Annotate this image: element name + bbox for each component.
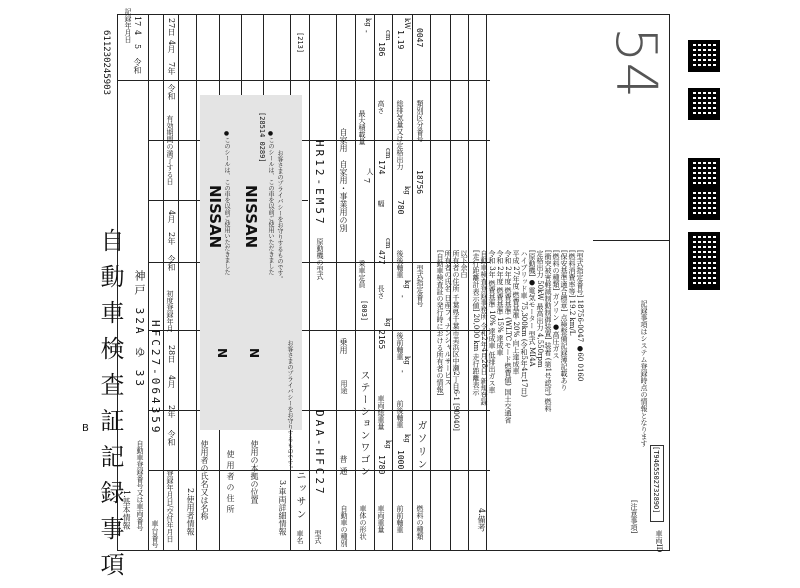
- sticker-brand: NISSAN: [206, 185, 224, 249]
- use-type-label: 自家用・事業用の別: [339, 160, 348, 232]
- section-user: 2.使用者情報: [186, 488, 195, 536]
- note-line: [保安基準適合標章] 点検整備記録簿記載あり: [560, 250, 568, 391]
- note-line: [衝突被害軽減制動制御装置] 装着 (第1号認可) 燃料: [544, 250, 552, 413]
- first-reg2-label: 初度登録年月: [166, 290, 174, 332]
- width-value: 174: [377, 160, 386, 175]
- qr-code-icon: [688, 40, 720, 72]
- capacity-label: 乗車定員: [358, 260, 366, 288]
- first-reg-label: 登録年月日/交付年月日: [166, 470, 174, 543]
- chassis-label: 車台番号: [151, 520, 159, 548]
- first-reg2-year: 2年: [167, 232, 176, 246]
- remark-text: 記録事項はシステム登録時点の情報となります: [640, 300, 648, 447]
- displacement-label: 総排気量又は定格出力: [396, 100, 404, 170]
- engine-value: HR12-EM57: [313, 140, 326, 227]
- height-unit: cm: [384, 30, 392, 41]
- qr-code-icon: [688, 188, 720, 220]
- reg-value: 神戸 32A ゆ 33: [133, 270, 146, 389]
- code-box: [28514 0289]: [258, 112, 266, 163]
- first-reg2-era: 令和: [167, 255, 176, 271]
- maker-code: [213]: [296, 32, 304, 54]
- max-load-label: 最大積載量: [358, 110, 366, 145]
- purpose-value: 乗用: [339, 338, 348, 354]
- sticker-text: ●このシールは、この車を以前ご使用いただきました: [223, 130, 230, 275]
- first-reg2-month: 4月: [167, 210, 176, 224]
- qr-code-icon: [688, 158, 720, 190]
- sticker-text: お客さまのプライバシーをお守りするものです。: [286, 340, 293, 472]
- first-reg-month: 4月: [167, 375, 176, 389]
- car-id-label: 車両ID: [655, 530, 663, 553]
- body-value: ステーションワゴン: [358, 370, 369, 478]
- section-vehicle: 3.車両詳細情報: [278, 480, 287, 536]
- height-value: 186: [377, 42, 386, 57]
- weight-label: 車両重量: [377, 505, 385, 533]
- rear-axle-value: 780: [396, 200, 405, 215]
- page-title: 自動車検査証記録事項: [96, 228, 124, 588]
- note-line: [燃料の種類] ガソリン ●高圧ガス: [552, 250, 560, 359]
- note-line: 自動車検査登録事務所 令和2年4月28日 新規登録: [480, 250, 488, 406]
- capacity-value: 7: [362, 178, 371, 184]
- rear-front-label: 後前軸重: [396, 332, 404, 360]
- sticker-text: ●このシールは、この車を以前ご使用いただきました: [267, 130, 274, 275]
- expiry-year: 7年: [167, 62, 176, 76]
- engine-label: 原動機の型式: [316, 238, 324, 280]
- record-date-month: 4: [133, 30, 142, 36]
- height-label: 高さ: [377, 100, 385, 114]
- displacement-unit: kW: [403, 18, 411, 30]
- rear-axle-label: 後後軸重: [396, 250, 404, 278]
- user-name-label: 使用者の氏名又は名称: [200, 440, 209, 520]
- note-line: [自動車検査証の発行時における所有者の情報]: [436, 250, 444, 396]
- handwritten-mark: 54: [603, 26, 669, 99]
- type-no-label: 型式指定番号: [416, 265, 424, 307]
- front-axle-value: 1000: [396, 450, 405, 470]
- qr-code-icon: [688, 258, 720, 290]
- model-value: DAA-HFC27: [313, 410, 326, 497]
- front-axle-label: 前前軸重: [396, 505, 404, 533]
- note-line: ハイブリッド車 75,300km (令和5年4月17日): [520, 250, 528, 398]
- gross-label: 車両総重量: [377, 395, 385, 430]
- expiry-era: 令和: [167, 84, 176, 100]
- width-unit: cm: [384, 148, 392, 159]
- qr-code-icon: [688, 88, 720, 120]
- length-value: 477: [377, 250, 386, 265]
- front-rear-label: 前後軸重: [396, 400, 404, 428]
- note-line: [燃料消費率等] 19.2 km/L: [568, 250, 576, 336]
- sticker-text: お客さまのプライバシーをお守りするものです。: [276, 150, 283, 282]
- body-code: [003]: [360, 300, 368, 322]
- chassis-value: HFC27-064359: [149, 320, 162, 436]
- sticker-brand: NISSAN: [242, 185, 260, 249]
- rear-axle-unit: kg: [403, 186, 411, 195]
- rear-front-unit: kg: [403, 280, 411, 289]
- car-id-value: [T9465S0273289O]: [652, 446, 660, 514]
- displacement-value: 1.19: [396, 30, 405, 50]
- sticker-letter: N: [247, 348, 261, 359]
- note-line: 定格出力 50kW 最高出力 4,550rpm: [536, 250, 544, 368]
- capacity-unit: 人: [366, 168, 374, 175]
- note-line: 令和 3年 燃費基準 10% 達成車 低排出ガス車: [488, 250, 496, 394]
- class-no-label: 類別区分番号: [416, 100, 424, 142]
- max-load-value: -: [362, 30, 371, 33]
- record-date-era: 令和: [133, 58, 142, 74]
- divider: [117, 80, 490, 81]
- notes-block-2: [528, 250, 588, 540]
- notes-block: [432, 250, 532, 540]
- note-line: [走行距離計表示値] 20,000 km 走行距離表示: [472, 250, 480, 396]
- user-address-label: 使用者の住所: [226, 450, 235, 516]
- use-type-value: 自家用: [339, 128, 348, 152]
- kind-value: 普通: [339, 455, 348, 479]
- body-label: 車体の形状: [359, 505, 367, 540]
- gross-unit: kg: [384, 318, 392, 327]
- note-line: 所有者の住所 千葉県千葉市美浜区中瀬2丁目6-1 [90040]: [452, 250, 460, 431]
- record-date-year: 5: [133, 44, 142, 50]
- front-rear-value: -: [398, 370, 407, 373]
- model-label: 型式: [314, 530, 322, 544]
- front-rear-unit: kg: [403, 356, 411, 365]
- doc-letter: B: [82, 423, 89, 434]
- first-reg-era: 令和: [167, 430, 176, 446]
- length-label: 長さ: [377, 285, 385, 299]
- note-line: 以下余白: [460, 250, 468, 278]
- kind-label: 自動車の種別: [340, 505, 348, 547]
- max-load-unit: kg: [364, 18, 372, 27]
- user-base-label: 使用の本拠の位置: [250, 440, 259, 504]
- class-no-value: 0047: [415, 28, 424, 48]
- remark-header: [注意事項]: [630, 500, 638, 534]
- note-line: 平成 27年度 燃費基準 20% 向上達成車: [512, 250, 520, 375]
- section-basic: 1.基本情報: [122, 490, 131, 530]
- type-no-value: 18756: [415, 170, 424, 195]
- note-line: [原動機] ●電気モーター 型式 MI4A: [528, 250, 536, 367]
- expiry-label: 有効期間の満了する日: [166, 115, 174, 185]
- divider: [593, 240, 670, 241]
- sticker-letter: N: [215, 348, 229, 359]
- front-axle-unit: kg: [403, 434, 411, 443]
- gross-value: 2165: [377, 330, 386, 350]
- expiry-day: 27日: [167, 18, 176, 37]
- fuel-value: ガソリン: [415, 420, 426, 472]
- reg-label: 自動車登録番号又は車両番号: [136, 440, 144, 531]
- serial-number: 61123024590З: [101, 30, 111, 96]
- note-line: 所有者の氏名 日産フィナンシャルサービス: [444, 250, 452, 386]
- record-date-label: 記録年月日: [124, 8, 132, 43]
- note-line: 令和 2年度 燃費基準 (WLTCモード燃費値) 国土交通省: [504, 250, 512, 424]
- record-date-day: 17: [133, 16, 142, 27]
- first-reg-day: 28日: [167, 345, 176, 364]
- note-line: 令和 2年度 燃費基準 15% 達成車: [496, 250, 504, 356]
- purpose-label: 用途: [340, 380, 348, 394]
- maker-label: 車名: [296, 530, 304, 544]
- weight-value: 1780: [377, 455, 386, 475]
- weight-unit: kg: [384, 440, 392, 449]
- length-unit: cm: [384, 238, 392, 249]
- note-line: [型式指定番号] 18756-0047 ●60 0160: [576, 250, 584, 382]
- fuel-label: 燃料の種類: [416, 505, 424, 540]
- section-notes: 4.備考: [477, 508, 486, 532]
- rear-front-value: -: [398, 295, 407, 298]
- first-reg-year: 2年: [167, 405, 176, 419]
- maker-value: ニッサン: [294, 470, 305, 522]
- width-label: 幅: [377, 200, 385, 207]
- expiry-month: 4月: [167, 40, 176, 54]
